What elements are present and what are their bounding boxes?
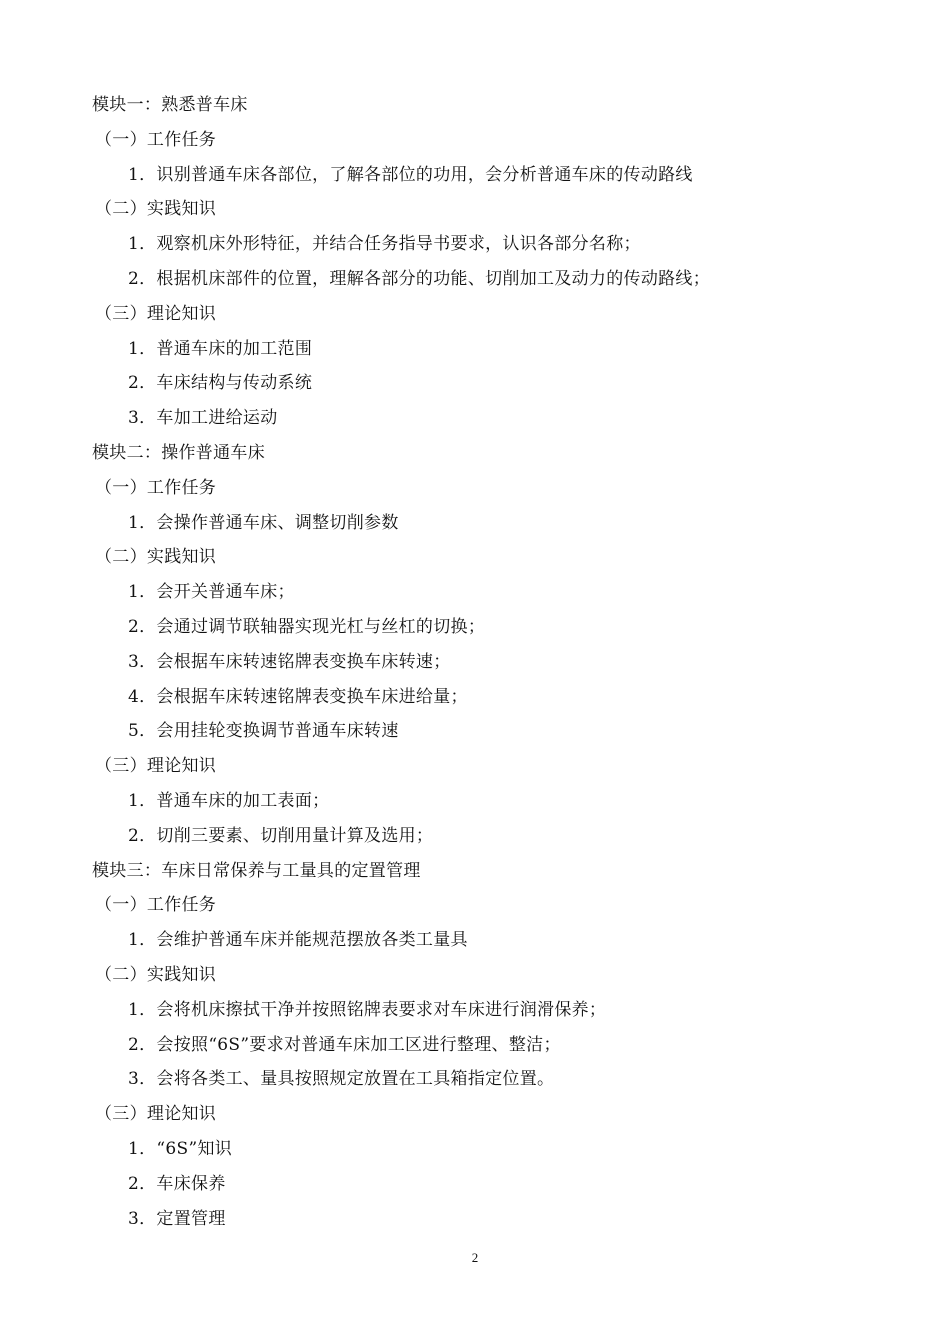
- list-item: 2．车床结构与传动系统: [128, 373, 313, 394]
- section-heading: （二）实践知识: [95, 547, 217, 568]
- document-body: [0, 88, 950, 1236]
- section-heading: （一）工作任务: [95, 895, 217, 916]
- section-heading: （一）工作任务: [95, 129, 217, 150]
- page-number: 2: [471, 1250, 479, 1265]
- list-item: 2．切削三要素、切削用量计算及选用；: [128, 825, 434, 846]
- list-item: 3．定置管理: [128, 1208, 226, 1229]
- module-title: 模块三：车床日常保养与工量具的定置管理: [92, 860, 421, 881]
- list-item: 1．会维护普通车床并能规范摆放各类工量具: [128, 930, 468, 951]
- section-heading: （一）工作任务: [95, 477, 217, 498]
- list-item: 1．普通车床的加工范围: [128, 338, 313, 359]
- list-item: 3．会将各类工、量具按照规定放置在工具箱指定位置。: [128, 1069, 555, 1090]
- list-item: 1．会将机床擦拭干净并按照铭牌表要求对车床进行润滑保养；: [128, 999, 607, 1020]
- module-title: 模块一：熟悉普车床: [92, 95, 248, 115]
- section-heading: （二）实践知识: [95, 964, 217, 985]
- list-item: 2．根据机床部件的位置，理解各部分的功能、切削加工及动力的传动路线；: [128, 268, 711, 289]
- list-item: 3．会根据车床转速铭牌表变换车床转速；: [128, 651, 451, 672]
- list-item: 5．会用挂轮变换调节普通车床转速: [128, 721, 399, 742]
- section-heading: （三）理论知识: [95, 303, 217, 324]
- module-title: 模块二：操作普通车床: [92, 442, 265, 463]
- list-item: 4．会根据车床转速铭牌表变换车床进给量；: [128, 686, 468, 707]
- list-item: 1．观察机床外形特征，并结合任务指导书要求，认识各部分名称；: [128, 234, 641, 255]
- list-item: 2．会通过调节联轴器实现光杠与丝杠的切换；: [128, 616, 486, 637]
- list-item: 1．“6S”知识: [128, 1138, 233, 1159]
- list-item: 1．会开关普通车床；: [128, 582, 295, 603]
- section-heading: （三）理论知识: [95, 756, 217, 777]
- list-item: 3．车加工进给运动: [128, 408, 278, 429]
- section-heading: （二）实践知识: [95, 199, 217, 220]
- list-item: 1．普通车床的加工表面；: [128, 790, 330, 811]
- list-item: 2．车床保养: [128, 1173, 226, 1194]
- list-item: 1．会操作普通车床、调整切削参数: [128, 512, 399, 533]
- list-item: 1．识别普通车床各部位，了解各部位的功用，会分析普通车床的传动路线: [128, 164, 693, 185]
- list-item: 2．会按照“6S”要求对普通车床加工区进行整理、整洁；: [128, 1034, 561, 1055]
- section-heading: （三）理论知识: [95, 1104, 217, 1125]
